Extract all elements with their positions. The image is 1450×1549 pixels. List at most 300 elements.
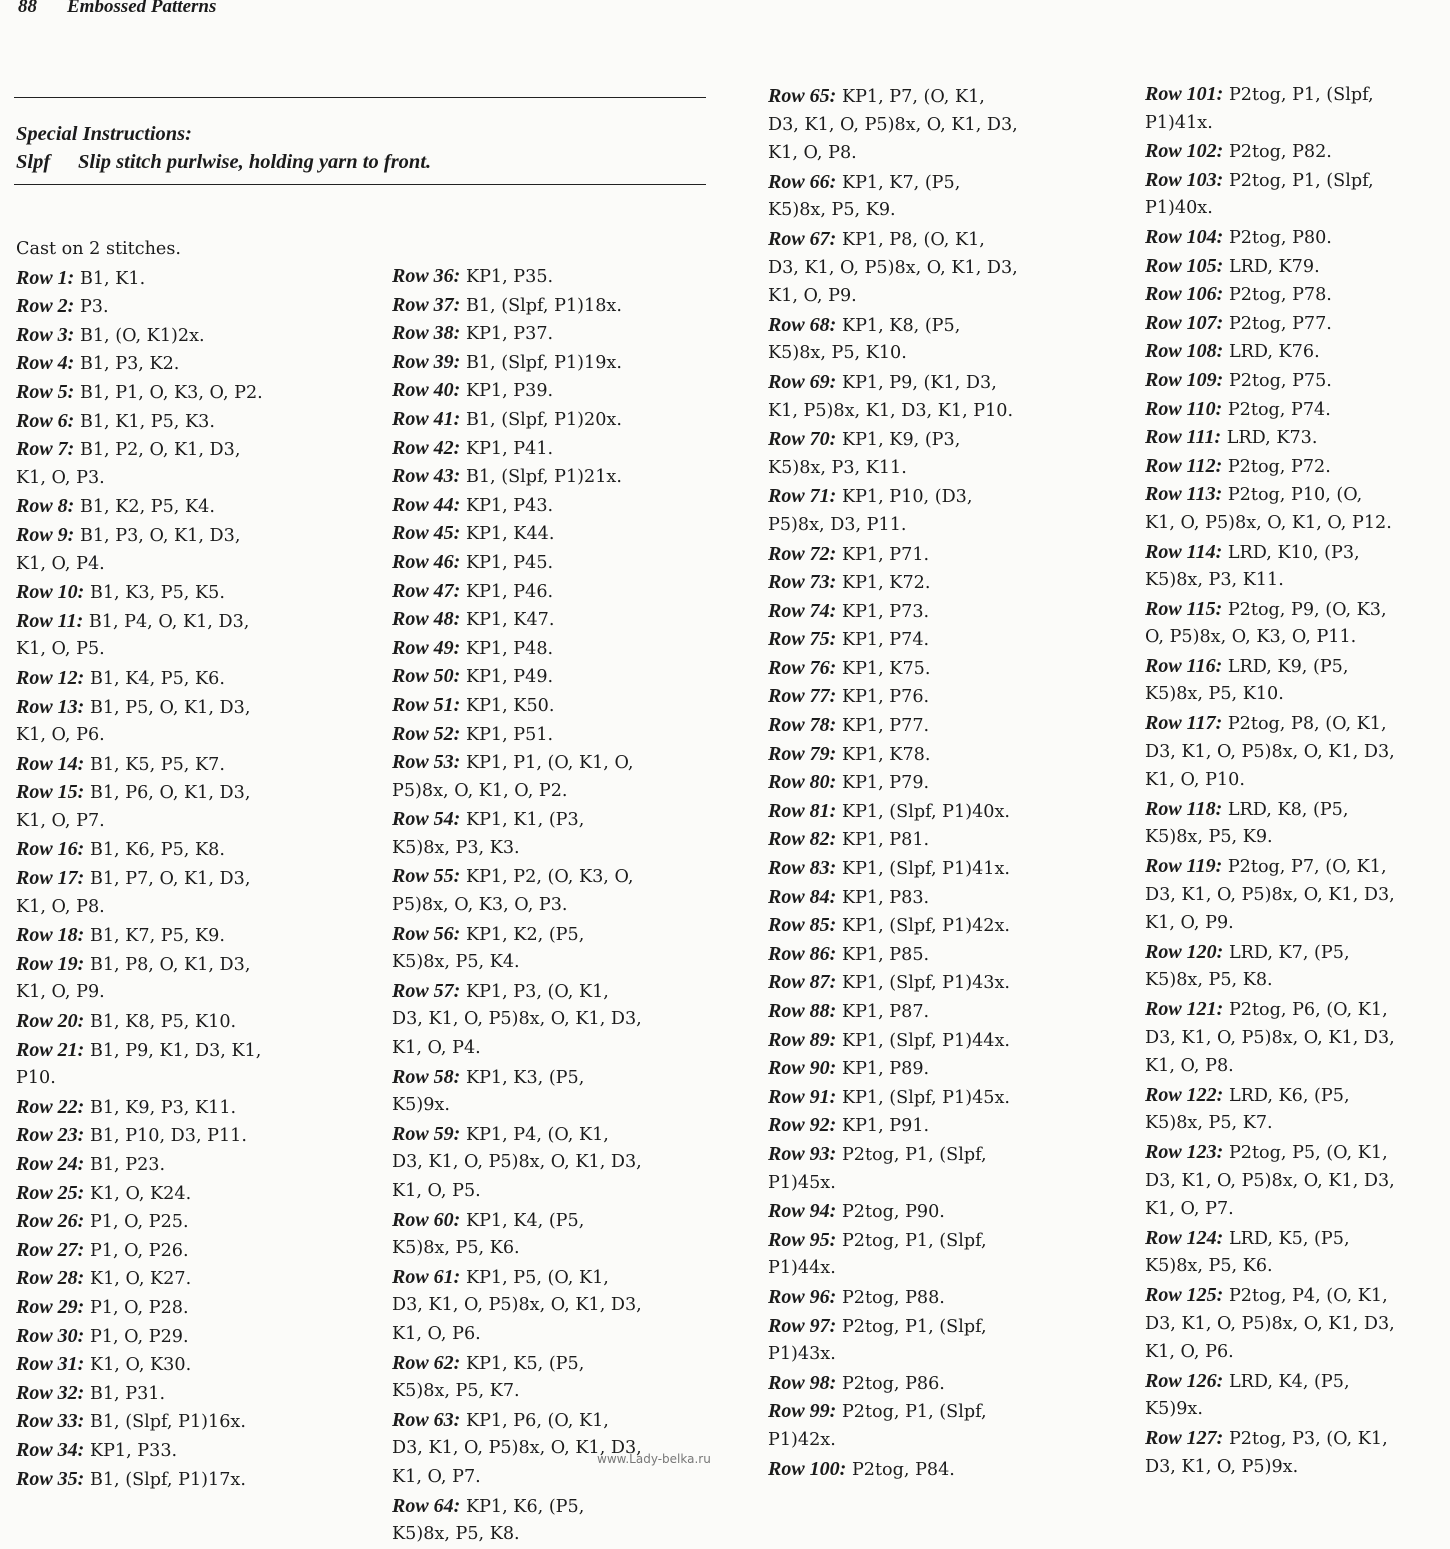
row-instruction	[392, 920, 747, 949]
row-label: Row 31:	[16, 1353, 85, 1376]
row-instruction	[768, 311, 1123, 340]
row-text: KP1, P77.	[841, 716, 930, 737]
row-text: KP1, P7, (O, K1,	[841, 87, 985, 107]
row-instruction	[1145, 938, 1450, 967]
row-label: Row 38:	[392, 322, 461, 345]
row-instruction	[16, 578, 371, 607]
page-header	[18, 0, 216, 18]
instruction-continuation	[392, 1520, 747, 1549]
row-instruction	[392, 376, 747, 405]
row-label: Row 11:	[16, 609, 84, 632]
row-text: K1, O, P8.	[768, 143, 857, 164]
instruction-continuation	[1145, 680, 1450, 709]
row-text: KP1, P87.	[841, 1002, 930, 1022]
row-text: K5)8x, P3, K11.	[768, 457, 907, 478]
row-instruction	[16, 1150, 371, 1179]
row-text: K5)8x, P5, K4.	[392, 952, 520, 973]
row-label: Row 93:	[768, 1142, 837, 1165]
row-label: Row 6:	[16, 409, 75, 432]
instruction-continuation	[1145, 623, 1450, 652]
row-text: K1, O, P7.	[392, 1466, 481, 1487]
row-label: Row 22:	[16, 1095, 85, 1118]
row-text: B1, K6, P5, K8.	[89, 840, 225, 861]
row-label: Row 87:	[768, 971, 837, 994]
row-label: Row 34:	[16, 1438, 85, 1461]
row-label: Row 124:	[1145, 1226, 1224, 1249]
row-text: P1, O, P25.	[89, 1212, 189, 1233]
row-text: K5)8x, P5, K9.	[1145, 827, 1273, 848]
row-label: Row 50:	[392, 665, 461, 688]
row-instruction	[16, 1093, 371, 1122]
row-text: B1, K2, P5, K4.	[79, 497, 215, 518]
instruction-continuation	[1145, 1052, 1450, 1081]
instruction-continuation	[392, 777, 747, 806]
row-text: P1, O, P28.	[89, 1297, 189, 1318]
row-label: Row 90:	[768, 1057, 837, 1080]
row-text: P2tog, P1, (Slpf,	[1228, 85, 1374, 105]
row-label: Row 9:	[16, 523, 75, 546]
row-text: P2tog, P1, (Slpf,	[841, 1230, 987, 1251]
row-label: Row 56:	[392, 922, 461, 945]
row-instruction	[1145, 1224, 1450, 1253]
instruction-continuation	[392, 1463, 747, 1492]
row-text: KP1, P35.	[465, 267, 554, 287]
row-instruction	[392, 605, 747, 634]
row-instruction	[768, 1054, 1123, 1083]
row-text: KP1, P1, (O, K1, O,	[465, 753, 634, 774]
row-text: KP1, P89.	[841, 1059, 930, 1080]
row-label: Row 88:	[768, 1000, 837, 1022]
instruction-continuation	[392, 1034, 747, 1063]
row-instruction	[16, 321, 371, 350]
row-text: KP1, P43.	[465, 495, 554, 516]
row-instruction	[1145, 166, 1450, 195]
row-text: P2tog, P10, (O,	[1227, 485, 1363, 506]
row-instruction	[1145, 709, 1450, 738]
row-label: Row 27:	[16, 1238, 85, 1261]
instruction-continuation	[768, 1426, 1123, 1455]
row-label: Row 65:	[768, 85, 837, 107]
row-text: LRD, K10, (P3,	[1227, 542, 1360, 563]
row-text: P5)8x, D3, P11.	[768, 514, 907, 535]
row-text: Cast on 2 stitches.	[16, 239, 181, 259]
row-text: P1)41x.	[1145, 112, 1213, 133]
row-text: LRD, K7, (P5,	[1228, 942, 1350, 963]
row-instruction	[16, 835, 371, 864]
row-instruction	[392, 519, 747, 548]
row-instruction	[1145, 337, 1450, 366]
instruction-continuation	[768, 139, 1123, 168]
row-text: B1, P7, O, K1, D3,	[89, 869, 251, 890]
row-label: Row 33:	[16, 1410, 85, 1433]
row-text: B1, (O, K1)2x.	[79, 325, 205, 346]
row-text: KP1, P49.	[465, 667, 554, 688]
row-text: KP1, K4, (P5,	[465, 1210, 585, 1231]
row-label: Row 8:	[16, 495, 75, 518]
row-instruction	[392, 434, 747, 463]
row-label: Row 3:	[16, 323, 75, 346]
row-instruction	[392, 1206, 747, 1235]
row-instruction	[16, 607, 371, 636]
row-instruction	[768, 625, 1123, 654]
row-text: KP1, P41.	[465, 438, 554, 459]
row-text: KP1, K50.	[465, 695, 555, 716]
row-text: B1, (Slpf, P1)16x.	[89, 1412, 246, 1433]
row-label: Row 46:	[392, 550, 461, 573]
row-instruction	[16, 378, 371, 407]
row-text: K1, O, P9.	[16, 982, 105, 1003]
row-instruction	[1145, 595, 1450, 624]
row-text: KP1, P73.	[841, 601, 930, 622]
row-label: Row 24:	[16, 1153, 85, 1175]
row-label: Row 112:	[1145, 454, 1223, 477]
row-label: Row 26:	[16, 1210, 85, 1233]
row-instruction	[16, 1007, 371, 1036]
instruction-continuation	[16, 1064, 371, 1093]
row-text: K5)8x, P5, K9.	[768, 200, 896, 221]
instruction-continuation	[768, 1169, 1123, 1198]
row-instruction	[16, 750, 371, 779]
row-text: KP1, K47.	[465, 610, 555, 631]
row-instruction	[16, 521, 371, 550]
row-label: Row 72:	[768, 542, 837, 565]
instruction-continuation	[768, 339, 1123, 368]
row-label: Row 105:	[1145, 254, 1224, 277]
row-instruction	[16, 664, 371, 693]
row-instruction	[768, 82, 1123, 111]
row-label: Row 42:	[392, 436, 461, 459]
row-instruction	[1145, 309, 1450, 338]
row-text: B1, P1, O, K3, O, P2.	[79, 382, 263, 403]
row-instruction	[1145, 538, 1450, 567]
row-text: KP1, (Slpf, P1)42x.	[841, 916, 1010, 937]
row-label: Row 109:	[1145, 368, 1224, 391]
instruction-continuation	[1145, 1395, 1450, 1424]
row-label: Row 48:	[392, 608, 461, 631]
row-instruction	[16, 349, 371, 378]
instructions-column-4	[1145, 80, 1450, 1481]
row-instruction	[768, 1226, 1123, 1255]
row-label: Row 97:	[768, 1314, 837, 1337]
row-instruction	[768, 597, 1123, 626]
row-text: KP1, P6, (O, K1,	[465, 1410, 609, 1431]
row-text: P5)8x, O, K1, O, P2.	[392, 780, 568, 801]
row-text: KP1, P5, (O, K1,	[465, 1267, 609, 1288]
row-instruction	[392, 1349, 747, 1378]
instruction-continuation	[392, 1148, 747, 1177]
row-text: K5)8x, P5, K10.	[1145, 684, 1284, 705]
row-text: B1, P3, O, K1, D3,	[79, 525, 241, 546]
row-instruction	[768, 940, 1123, 969]
row-label: Row 115:	[1145, 597, 1223, 620]
row-text: K1, O, P6.	[16, 725, 105, 746]
row-text: B1, P8, O, K1, D3,	[89, 954, 251, 975]
instruction-continuation	[1145, 509, 1450, 538]
row-instruction	[768, 911, 1123, 940]
row-label: Row 75:	[768, 628, 837, 651]
row-instruction	[768, 797, 1123, 826]
row-instruction	[16, 1436, 371, 1465]
row-instruction	[768, 997, 1123, 1026]
row-text: P2tog, P75.	[1228, 370, 1332, 391]
instruction-continuation	[1145, 194, 1450, 223]
row-instruction	[392, 748, 747, 777]
row-instruction	[16, 1293, 371, 1322]
row-text: P2tog, P86.	[841, 1373, 945, 1394]
row-instruction	[392, 634, 747, 663]
row-label: Row 53:	[392, 751, 461, 774]
row-instruction	[768, 682, 1123, 711]
row-text: B1, (Slpf, P1)21x.	[465, 467, 622, 488]
row-text: K5)8x, P3, K11.	[1145, 570, 1284, 591]
row-label: Row 39:	[392, 350, 461, 373]
row-instruction	[1145, 423, 1450, 452]
row-label: Row 61:	[392, 1265, 461, 1288]
instruction-continuation	[768, 1340, 1123, 1369]
special-instructions-heading: Special Instructions:	[16, 123, 192, 145]
row-text: B1, P9, K1, D3, K1,	[89, 1040, 262, 1061]
row-instruction	[768, 568, 1123, 597]
row-label: Row 58:	[392, 1065, 461, 1088]
row-instruction	[1145, 366, 1450, 395]
row-instruction	[768, 1083, 1123, 1112]
row-label: Row 44:	[392, 493, 461, 516]
row-text: P2tog, P1, (Slpf,	[1228, 170, 1374, 191]
row-text: K1, O, P7.	[16, 810, 105, 831]
row-text: KP1, K44.	[465, 524, 555, 545]
row-text: B1, P6, O, K1, D3,	[89, 783, 251, 804]
row-instruction	[16, 1179, 371, 1208]
row-label: Row 7:	[16, 438, 75, 461]
row-instruction	[16, 1322, 371, 1351]
special-instructions	[16, 120, 431, 176]
row-instruction	[1145, 795, 1450, 824]
row-instruction	[392, 720, 747, 749]
instruction-continuation	[16, 978, 371, 1007]
row-instruction	[16, 693, 371, 722]
row-text: P2tog, P72.	[1227, 456, 1331, 477]
row-instruction	[16, 950, 371, 979]
row-label: Row 51:	[392, 693, 461, 716]
row-text: KP1, K7, (P5,	[841, 172, 961, 193]
row-instruction	[1145, 1367, 1450, 1396]
row-instruction	[392, 348, 747, 377]
row-label: Row 43:	[392, 465, 461, 488]
row-text: P2tog, P3, (O, K1,	[1228, 1428, 1388, 1449]
row-instruction	[16, 1379, 371, 1408]
row-label: Row 70:	[768, 428, 837, 451]
row-label: Row 10:	[16, 581, 85, 604]
row-instruction	[768, 1140, 1123, 1169]
row-text: D3, K1, O, P5)8x, O, K1, D3,	[768, 114, 1018, 135]
row-text: KP1, P83.	[841, 887, 930, 908]
row-instruction	[768, 425, 1123, 454]
row-text: D3, K1, O, P5)8x, O, K1, D3,	[392, 1009, 642, 1030]
row-text: P2tog, P78.	[1228, 285, 1332, 306]
row-text: P2tog, P84.	[851, 1459, 955, 1480]
instruction-continuation	[16, 464, 371, 493]
row-instruction	[16, 864, 371, 893]
row-text: P2tog, P6, (O, K1,	[1228, 1000, 1388, 1020]
row-text: K1, O, P9.	[1145, 913, 1234, 934]
row-label: Row 28:	[16, 1267, 85, 1290]
row-text: D3, K1, O, P5)8x, O, K1, D3,	[1145, 1313, 1395, 1334]
row-text: P2tog, P4, (O, K1,	[1228, 1285, 1388, 1306]
row-instruction	[1145, 852, 1450, 881]
row-label: Row 92:	[768, 1114, 837, 1137]
row-label: Row 114:	[1145, 540, 1223, 563]
instruction-continuation	[16, 635, 371, 664]
row-text: P2tog, P5, (O, K1,	[1228, 1142, 1388, 1163]
row-label: Row 41:	[392, 407, 461, 430]
row-label: Row 126:	[1145, 1369, 1224, 1392]
row-text: P1)40x.	[1145, 198, 1213, 219]
row-text: D3, K1, O, P5)8x, O, K1, D3,	[768, 257, 1018, 278]
row-text: KP1, K3, (P5,	[465, 1067, 585, 1088]
row-text: B1, K9, P3, K11.	[89, 1097, 237, 1118]
row-text: B1, P23.	[89, 1155, 166, 1175]
row-label: Row 98:	[768, 1371, 837, 1394]
row-text: K1, O, K30.	[89, 1355, 192, 1376]
row-text: P2tog, P9, (O, K3,	[1227, 599, 1387, 620]
instruction-continuation	[1145, 1453, 1450, 1482]
row-label: Row 1:	[16, 266, 75, 289]
row-label: Row 49:	[392, 636, 461, 659]
row-label: Row 82:	[768, 828, 837, 851]
row-label: Row 71:	[768, 485, 837, 508]
row-text: K5)8x, P5, K7.	[1145, 1113, 1273, 1134]
row-label: Row 14:	[16, 752, 85, 775]
row-label: Row 86:	[768, 942, 837, 965]
row-text: KP1, P85.	[841, 944, 930, 965]
instruction-continuation	[392, 1091, 747, 1120]
row-text: KP1, K1, (P3,	[465, 810, 585, 831]
row-instruction	[392, 319, 747, 348]
row-instruction	[768, 854, 1123, 883]
row-label: Row 89:	[768, 1028, 837, 1051]
row-label: Row 95:	[768, 1228, 837, 1251]
row-text: KP1, K72.	[841, 573, 931, 594]
row-text: KP1, P3, (O, K1,	[465, 981, 609, 1002]
row-label: Row 47:	[392, 579, 461, 602]
row-text: D3, K1, O, P5)9x.	[1145, 1456, 1299, 1477]
row-instruction	[1145, 1081, 1450, 1110]
instruction-continuation	[768, 397, 1123, 426]
row-label: Row 69:	[768, 370, 837, 393]
row-text: KP1, P8, (O, K1,	[841, 229, 985, 250]
row-instruction	[16, 492, 371, 521]
row-text: K1, O, P4.	[16, 553, 105, 574]
row-text: KP1, (Slpf, P1)41x.	[841, 859, 1010, 880]
row-text: KP1, P10, (D3,	[841, 487, 973, 508]
row-label: Row 125:	[1145, 1283, 1224, 1306]
instruction-continuation	[16, 893, 371, 922]
row-instruction	[768, 968, 1123, 997]
instruction-continuation	[768, 196, 1123, 225]
instruction-continuation	[392, 1291, 747, 1320]
row-instruction	[392, 405, 747, 434]
row-text: B1, P2, O, K1, D3,	[79, 440, 241, 461]
page-title: Embossed Patterns	[67, 0, 217, 17]
row-label: Row 101:	[1145, 83, 1224, 105]
row-label: Row 73:	[768, 571, 837, 594]
row-text: KP1, P79.	[841, 773, 930, 794]
row-label: Row 66:	[768, 170, 837, 193]
row-instruction	[768, 368, 1123, 397]
row-label: Row 83:	[768, 857, 837, 880]
instruction-continuation	[1145, 766, 1450, 795]
row-text: KP1, P33.	[89, 1440, 178, 1461]
row-text: B1, P5, O, K1, D3,	[89, 697, 251, 718]
instruction-continuation	[16, 721, 371, 750]
row-instruction	[768, 1026, 1123, 1055]
instruction-continuation	[1145, 1109, 1450, 1138]
row-label: Row 121:	[1145, 998, 1224, 1020]
row-text: KP1, P51.	[465, 724, 554, 745]
instruction-continuation	[392, 1177, 747, 1206]
row-label: Row 20:	[16, 1010, 85, 1033]
page-number: 88	[18, 0, 37, 17]
row-text: P2tog, P77.	[1228, 313, 1332, 334]
row-label: Row 4:	[16, 352, 75, 375]
row-text: K5)8x, P5, K10.	[768, 343, 907, 364]
row-text: KP1, P2, (O, K3, O,	[465, 867, 634, 888]
row-text: K5)8x, P5, K6.	[392, 1238, 520, 1259]
row-label: Row 57:	[392, 979, 461, 1002]
instruction-continuation	[392, 1377, 747, 1406]
row-text: LRD, K6, (P5,	[1228, 1085, 1350, 1106]
row-label: Row 78:	[768, 714, 837, 737]
row-label: Row 55:	[392, 865, 461, 888]
row-instruction	[768, 711, 1123, 740]
instruction-continuation	[1145, 1252, 1450, 1281]
row-label: Row 64:	[392, 1494, 461, 1517]
row-text: KP1, P48.	[465, 638, 554, 659]
row-text: KP1, P45.	[465, 552, 554, 573]
row-label: Row 122:	[1145, 1083, 1224, 1106]
row-text: KP1, (Slpf, P1)43x.	[841, 973, 1010, 994]
row-instruction	[16, 1350, 371, 1379]
row-label: Row 35:	[16, 1467, 85, 1490]
row-text: P2tog, P8, (O, K1,	[1227, 714, 1387, 735]
row-instruction	[392, 1120, 747, 1149]
row-instruction	[16, 1236, 371, 1265]
row-text: K5)9x.	[392, 1095, 450, 1116]
row-text: B1, (Slpf, P1)20x.	[465, 409, 622, 430]
row-text: KP1, K2, (P5,	[465, 924, 585, 945]
row-text: LRD, K5, (P5,	[1228, 1228, 1350, 1249]
row-text: P1, O, P29.	[89, 1326, 189, 1347]
row-label: Row 12:	[16, 666, 85, 689]
row-text: P2tog, P1, (Slpf,	[841, 1402, 987, 1423]
row-instruction	[768, 654, 1123, 683]
row-text: P2tog, P7, (O, K1,	[1227, 857, 1387, 878]
row-text: LRD, K73.	[1226, 428, 1318, 449]
row-text: D3, K1, O, P5)8x, O, K1, D3,	[1145, 884, 1395, 905]
instruction-continuation	[768, 282, 1123, 311]
row-label: Row 104:	[1145, 225, 1224, 248]
instruction-continuation	[392, 1005, 747, 1034]
row-instruction	[768, 482, 1123, 511]
row-text: K5)8x, P5, K6.	[1145, 1256, 1273, 1277]
instruction-continuation	[1145, 1195, 1450, 1224]
instruction-continuation	[1145, 566, 1450, 595]
row-text: KP1, P39.	[465, 381, 554, 402]
row-text: D3, K1, O, P5)8x, O, K1, D3,	[1145, 741, 1395, 762]
row-label: Row 77:	[768, 685, 837, 708]
row-text: LRD, K79.	[1228, 256, 1320, 277]
row-instruction	[16, 778, 371, 807]
